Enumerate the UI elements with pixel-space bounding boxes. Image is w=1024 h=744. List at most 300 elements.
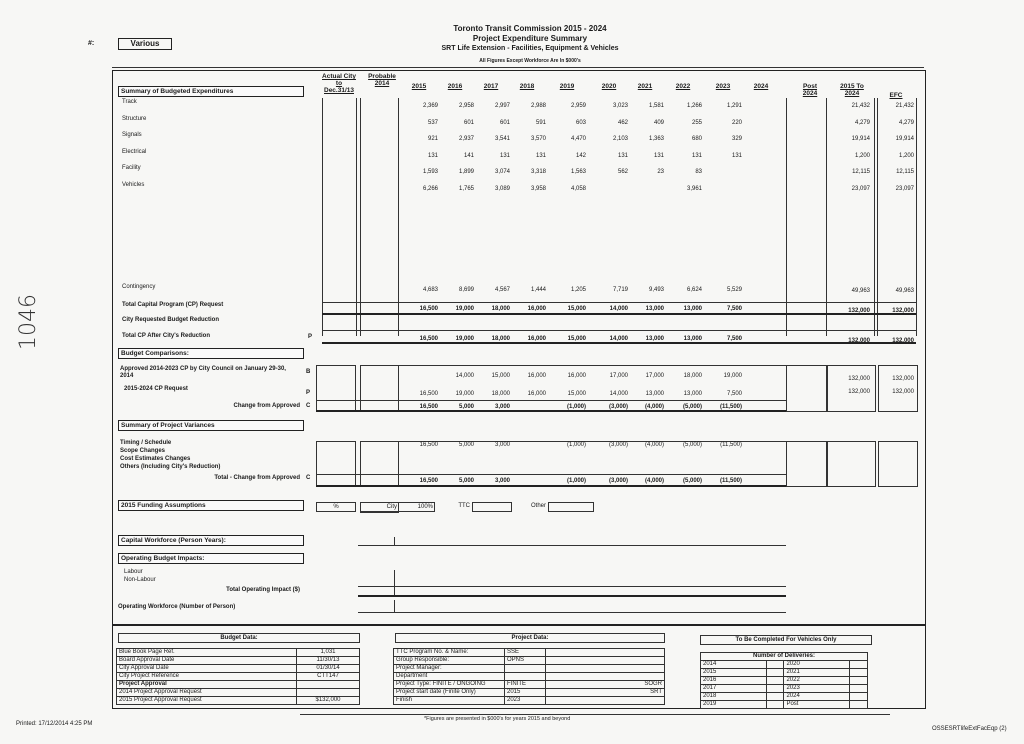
budget-data-label: City Project Reference bbox=[117, 673, 297, 681]
divider bbox=[356, 98, 357, 336]
cell-total-after-2022: 13,000 bbox=[683, 336, 702, 342]
project-data-value: FINITE bbox=[505, 681, 546, 689]
cell-cp-request-2022: 13,000 bbox=[683, 391, 702, 397]
col-post-2024: Post 2024 bbox=[802, 83, 818, 97]
budget-data-row bbox=[117, 681, 360, 689]
cell-cp-request-2019: 15,000 bbox=[567, 391, 586, 397]
divider bbox=[322, 302, 916, 303]
project-data-label: Project start date (Finite Only) bbox=[394, 689, 505, 697]
delivery-count[interactable] bbox=[850, 685, 868, 693]
cell-approved-2023: 19,000 bbox=[723, 373, 742, 379]
cell-facility-2016: 1,899 bbox=[458, 169, 474, 175]
cell-cp-request-2020: 14,000 bbox=[609, 391, 628, 397]
cell-track-2017: 2,997 bbox=[494, 103, 510, 109]
delivery-year: 2021 bbox=[784, 669, 850, 677]
cell-electrical-total: 1,200 bbox=[854, 152, 870, 159]
divider bbox=[316, 410, 786, 412]
cell-signals-2020: 2,103 bbox=[612, 136, 628, 142]
project-data-row bbox=[394, 697, 665, 705]
summary-section-label: Summary of Budgeted Expenditures bbox=[118, 86, 304, 97]
delivery-count[interactable] bbox=[766, 693, 784, 701]
divider bbox=[877, 98, 878, 336]
cell-total-cp-2021: 13,000 bbox=[645, 306, 664, 312]
col-year-2015: 2015 bbox=[411, 83, 427, 90]
divider bbox=[786, 98, 787, 336]
cell-timing-2019: (1,000) bbox=[566, 442, 586, 448]
project-data-value bbox=[505, 673, 546, 681]
project-data-row bbox=[394, 673, 665, 681]
cell-total-after-2023: 7,500 bbox=[726, 336, 742, 342]
delivery-count[interactable] bbox=[850, 701, 868, 709]
delivery-year: 2018 bbox=[701, 693, 767, 701]
delivery-year: 2022 bbox=[784, 677, 850, 685]
cell-contingency-2016: 8,699 bbox=[458, 287, 474, 293]
cell-contingency-2023: 5,529 bbox=[726, 287, 742, 293]
variance-box-efc bbox=[878, 441, 918, 487]
divider bbox=[316, 400, 786, 401]
cell-signals-total: 19,914 bbox=[851, 136, 870, 142]
cell-electrical-2018: 131 bbox=[535, 152, 546, 159]
divider bbox=[394, 537, 395, 545]
divider bbox=[358, 612, 786, 613]
delivery-year: 2017 bbox=[701, 685, 767, 693]
cell-facility-2021: 23 bbox=[657, 169, 664, 175]
cell-structure-2019: 603 bbox=[575, 119, 586, 126]
divider bbox=[316, 474, 786, 475]
delivery-year: 2020 bbox=[784, 661, 850, 669]
row-label-approved: Approved 2014-2023 CP by City Council on January 29-30, 2014 bbox=[120, 366, 286, 379]
cell-contingency-2017: 4,567 bbox=[494, 287, 510, 293]
cell-structure-2022: 255 bbox=[691, 119, 702, 126]
row-marker-c: C bbox=[306, 475, 311, 481]
row-label-facility: Facility bbox=[122, 165, 141, 171]
document-title: Toronto Transit Commission 2015 - 2024 bbox=[453, 24, 607, 33]
project-data-extra bbox=[546, 697, 665, 705]
funding-other-label: Other bbox=[530, 503, 546, 509]
col-year-2018: 2018 bbox=[519, 83, 535, 90]
divider bbox=[358, 586, 786, 587]
col-year-2020: 2020 bbox=[601, 83, 617, 90]
header-rule bbox=[112, 67, 924, 68]
cell-cp-request-2017: 18,000 bbox=[491, 391, 510, 397]
cell-change-2022: (5,000) bbox=[682, 404, 702, 410]
cell-total-after-2020: 14,000 bbox=[609, 336, 628, 342]
col-actual: Actual City to Dec.31/13 bbox=[322, 73, 356, 94]
cell-approved-2016: 14,000 bbox=[455, 373, 474, 379]
cell-approved-2017: 15,000 bbox=[491, 373, 510, 379]
cell-track-2022: 1,266 bbox=[686, 103, 702, 109]
delivery-count[interactable] bbox=[850, 677, 868, 685]
cell-structure-2020: 462 bbox=[617, 119, 628, 126]
project-data-value: 2015 bbox=[505, 689, 546, 697]
budget-data-value: 11/30/13 bbox=[297, 657, 360, 665]
budget-data-value bbox=[297, 689, 360, 697]
cell-total-after-2021: 13,000 bbox=[645, 336, 664, 342]
cell-signals-2016: 2,937 bbox=[458, 136, 474, 142]
cell-vehicles-2019: 4,058 bbox=[570, 185, 586, 192]
row-marker-p: P bbox=[306, 390, 311, 396]
project-data-extra: SOGR bbox=[546, 681, 665, 689]
row-label-total-change: Total - Change from Approved bbox=[214, 475, 300, 481]
col-year-2016: 2016 bbox=[447, 83, 463, 90]
delivery-year: 2016 bbox=[701, 677, 767, 685]
delivery-count[interactable] bbox=[766, 701, 784, 709]
cell-vehicles-2017: 3,089 bbox=[494, 185, 510, 192]
budget-data-label: Project Approval bbox=[117, 681, 297, 689]
cell-total-change-2015: 16,500 bbox=[419, 478, 438, 484]
cell-track-efc: 21,432 bbox=[895, 103, 914, 109]
cell-facility-2018: 3,318 bbox=[530, 169, 546, 175]
cell-track-total: 21,432 bbox=[851, 103, 870, 109]
cell-change-2023: (11,500) bbox=[719, 404, 742, 410]
divider bbox=[358, 595, 786, 597]
cell-change-2016: 5,000 bbox=[458, 404, 474, 410]
cell-cp-request-efc: 132,000 bbox=[892, 389, 914, 395]
cell-timing-2017: 3,000 bbox=[494, 442, 510, 448]
variance-item: Others (Including City's Reduction) bbox=[120, 464, 221, 470]
cell-total-cp-2018: 16,000 bbox=[527, 306, 546, 312]
delivery-count[interactable] bbox=[766, 661, 784, 669]
project-data-title: Project Data: bbox=[395, 633, 665, 643]
budget-data-row bbox=[117, 673, 360, 681]
cell-timing-2020: (3,000) bbox=[608, 442, 628, 448]
divider bbox=[316, 485, 786, 487]
funding-other-value[interactable] bbox=[548, 502, 594, 512]
cell-total-cp-2015: 16,500 bbox=[419, 306, 438, 312]
delivery-count[interactable] bbox=[850, 661, 868, 669]
row-marker-p: P bbox=[308, 334, 313, 340]
cell-signals-2017: 3,541 bbox=[494, 136, 510, 142]
cell-total-after-efc: 132,000 bbox=[892, 338, 914, 344]
cell-track-2016: 2,958 bbox=[458, 103, 474, 109]
divider bbox=[398, 441, 399, 486]
divider bbox=[874, 98, 875, 336]
delivery-year: 2019 bbox=[701, 701, 767, 709]
labour-label: Labour bbox=[124, 569, 143, 575]
project-data-label: TTC Program No. & Name: bbox=[394, 649, 505, 657]
budget-data-label: 2015 Project Approval Request bbox=[117, 697, 297, 705]
col-year-2019: 2019 bbox=[559, 83, 575, 90]
project-data-row bbox=[394, 649, 665, 657]
deliveries-row bbox=[701, 693, 868, 701]
cell-total-cp-2023: 7,500 bbox=[726, 306, 742, 312]
cell-track-2023: 1,291 bbox=[726, 103, 742, 109]
cell-timing-2021: (4,000) bbox=[644, 442, 664, 448]
row-marker-c: C bbox=[306, 403, 311, 409]
cell-signals-2018: 3,570 bbox=[530, 136, 546, 142]
units-note: All Figures Except Workforce Are In $000's bbox=[479, 58, 581, 64]
cell-total-after-2019: 15,000 bbox=[567, 336, 586, 342]
cell-signals-2015: 921 bbox=[427, 136, 438, 142]
project-data-extra bbox=[546, 649, 665, 657]
divider bbox=[322, 313, 916, 315]
variance-box-total bbox=[826, 441, 876, 487]
cell-track-2021: 1,581 bbox=[648, 103, 664, 109]
cell-total-cp-2022: 13,000 bbox=[683, 306, 702, 312]
cell-total-after-2018: 16,000 bbox=[527, 336, 546, 342]
vehicles-title: To Be Completed For Vehicles Only bbox=[700, 635, 872, 645]
cell-signals-2019: 4,470 bbox=[570, 136, 586, 142]
budget-comparisons-label: Budget Comparisons: bbox=[118, 348, 304, 359]
project-data-label: Project Type: FINITE / ONGOING bbox=[394, 681, 505, 689]
cell-vehicles-efc: 23,097 bbox=[895, 185, 914, 192]
variance-box-actual bbox=[316, 441, 356, 487]
cell-electrical-2020: 131 bbox=[617, 152, 628, 159]
cell-vehicles-2016: 1,765 bbox=[458, 185, 474, 192]
divider bbox=[322, 342, 916, 344]
cell-total-cp-2016: 19,000 bbox=[455, 306, 474, 312]
cell-facility-2022: 83 bbox=[695, 169, 702, 175]
cell-contingency-2020: 7,719 bbox=[612, 287, 628, 293]
cell-electrical-2021: 131 bbox=[653, 152, 664, 159]
funding-pct-box: % bbox=[316, 502, 356, 512]
deliveries-row bbox=[701, 669, 868, 677]
project-data-row bbox=[394, 681, 665, 689]
project-name: SRT Life Extension - Facilities, Equipment & Vehicles bbox=[441, 45, 619, 52]
budget-data-title: Budget Data: bbox=[118, 633, 360, 643]
variance-item: Scope Changes bbox=[120, 448, 166, 454]
operating-workforce-label: Operating Workforce (Number of Person) bbox=[118, 604, 236, 610]
hash-value-field: Various bbox=[118, 38, 172, 50]
deliveries-row bbox=[701, 677, 868, 685]
row-label-change: Change from Approved bbox=[233, 403, 300, 409]
cell-facility-2020: 562 bbox=[617, 169, 628, 175]
cell-approved-2018: 16,000 bbox=[527, 373, 546, 379]
cell-change-2017: 3,000 bbox=[494, 404, 510, 410]
cell-change-2021: (4,000) bbox=[644, 404, 664, 410]
project-data-label: Finish bbox=[394, 697, 505, 705]
cell-total-after-total: 132,000 bbox=[848, 338, 870, 344]
delivery-count[interactable] bbox=[766, 685, 784, 693]
deliveries-table bbox=[700, 652, 868, 709]
cell-signals-2021: 1,363 bbox=[648, 136, 664, 142]
project-data-row bbox=[394, 689, 665, 697]
cell-total-change-2020: (3,000) bbox=[608, 478, 628, 484]
cell-contingency-2019: 1,205 bbox=[570, 287, 586, 293]
project-data-value: 2023 bbox=[505, 697, 546, 705]
footnote: *Figures are presented in $000's for years 2015 and beyond bbox=[424, 716, 571, 722]
cell-facility-efc: 12,115 bbox=[896, 169, 914, 175]
row-label-total-cp: Total Capital Program (CP) Request bbox=[122, 302, 224, 308]
project-data-extra bbox=[546, 657, 665, 665]
project-data-value: OPNS bbox=[505, 657, 546, 665]
col-year-2021: 2021 bbox=[637, 83, 653, 90]
cell-timing-2022: (5,000) bbox=[682, 442, 702, 448]
col-probable: Probable 2014 bbox=[368, 73, 396, 87]
cell-electrical-2019: 142 bbox=[575, 152, 586, 159]
divider bbox=[916, 98, 917, 336]
cell-total-cp-total: 132,000 bbox=[848, 308, 870, 314]
cell-total-cp-2019: 15,000 bbox=[567, 306, 586, 312]
total-operating-label: Total Operating Impact ($) bbox=[226, 587, 300, 593]
cell-facility-2015: 1,593 bbox=[422, 169, 438, 175]
delivery-year: 2015 bbox=[701, 669, 767, 677]
cell-change-2019: (1,000) bbox=[566, 404, 586, 410]
cell-structure-2018: 591 bbox=[535, 119, 546, 126]
project-data-label: Group Responsible: bbox=[394, 657, 505, 665]
delivery-count[interactable] bbox=[766, 677, 784, 685]
divider bbox=[826, 98, 827, 336]
cell-signals-efc: 19,914 bbox=[895, 136, 914, 142]
cell-total-cp-efc: 132,000 bbox=[892, 308, 914, 314]
row-label-signals: Signals bbox=[122, 132, 142, 138]
cell-total-change-2019: (1,000) bbox=[566, 478, 586, 484]
cell-vehicles-total: 23,097 bbox=[851, 185, 870, 192]
deliveries-row bbox=[701, 661, 868, 669]
cell-electrical-2023: 131 bbox=[731, 152, 742, 159]
cell-timing-2016: 5,000 bbox=[458, 442, 474, 448]
cell-total-cp-2017: 18,000 bbox=[491, 306, 510, 312]
cell-signals-2023: 329 bbox=[731, 136, 742, 142]
delivery-count[interactable] bbox=[850, 693, 868, 701]
delivery-year: 2023 bbox=[784, 685, 850, 693]
funding-city-label: City bbox=[360, 502, 399, 513]
cell-structure-2023: 220 bbox=[731, 119, 742, 126]
cell-approved-efc: 132,000 bbox=[892, 376, 914, 382]
cell-cp-request-2023: 7,500 bbox=[726, 391, 742, 397]
divider bbox=[394, 600, 395, 612]
deliveries-row bbox=[701, 685, 868, 693]
document-subtitle: Project Expenditure Summary bbox=[472, 34, 588, 43]
col-year-2017: 2017 bbox=[483, 83, 499, 90]
project-data-label: Project Manager: bbox=[394, 665, 505, 673]
cell-structure-2017: 601 bbox=[499, 119, 510, 126]
divider bbox=[360, 98, 361, 336]
delivery-year: Post bbox=[784, 701, 850, 709]
operating-impacts-label: Operating Budget Impacts: bbox=[118, 553, 304, 564]
comparison-box-actual bbox=[316, 365, 356, 412]
delivery-count[interactable] bbox=[766, 669, 784, 677]
divider bbox=[398, 98, 399, 336]
delivery-count[interactable] bbox=[850, 669, 868, 677]
cell-cp-request-total: 132,000 bbox=[848, 389, 870, 395]
deliveries-title: Number of Deliveries: bbox=[701, 653, 868, 661]
non-labour-label: Non-Labour bbox=[124, 577, 156, 583]
cell-approved-2021: 17,000 bbox=[645, 373, 664, 379]
budget-data-value: CTT147 bbox=[297, 673, 360, 681]
row-label-electrical: Electrical bbox=[122, 148, 147, 155]
variance-box-post bbox=[786, 441, 828, 487]
budget-data-label: 2014 Project Approval Request bbox=[117, 689, 297, 697]
cell-facility-2019: 1,563 bbox=[570, 169, 586, 175]
project-data-label: Department bbox=[394, 673, 505, 681]
cell-approved-2019: 16,000 bbox=[567, 373, 586, 379]
cell-structure-2016: 601 bbox=[463, 119, 474, 126]
budget-data-value bbox=[297, 681, 360, 689]
budget-data-row bbox=[117, 697, 360, 705]
cell-cp-request-2016: 19,000 bbox=[455, 391, 474, 397]
cell-structure-efc: 4,279 bbox=[898, 119, 914, 126]
cell-facility-total: 12,115 bbox=[852, 169, 870, 175]
hash-label: #: bbox=[88, 40, 95, 47]
project-data-row bbox=[394, 657, 665, 665]
cell-track-2019: 2,959 bbox=[570, 103, 586, 109]
project-data-extra: SRT bbox=[546, 689, 665, 697]
comparison-box-post bbox=[786, 365, 828, 412]
row-label-track: Track bbox=[122, 99, 137, 105]
variance-item: Timing / Schedule bbox=[120, 440, 172, 446]
project-variances-label: Summary of Project Variances bbox=[118, 420, 304, 431]
cell-approved-2022: 18,000 bbox=[683, 373, 702, 379]
budget-data-label: Blue Book Page Ref. bbox=[117, 649, 297, 657]
row-label-city-reduction: City Requested Budget Reduction bbox=[122, 317, 220, 323]
row-label-vehicles: Vehicles bbox=[122, 181, 145, 188]
project-data-extra bbox=[546, 673, 665, 681]
funding-assumptions-label: 2015 Funding Assumptions bbox=[118, 500, 304, 511]
budget-data-value: $132,000 bbox=[297, 697, 360, 705]
divider bbox=[398, 365, 399, 411]
file-name: OSSESRTlifeExtFacEqp (2) bbox=[932, 726, 1007, 732]
cell-facility-2017: 3,074 bbox=[494, 169, 510, 175]
cell-total-after-2017: 18,000 bbox=[491, 336, 510, 342]
budget-data-row bbox=[117, 665, 360, 673]
delivery-year: 2024 bbox=[784, 693, 850, 701]
capital-workforce-label: Capital Workforce (Person Years): bbox=[118, 535, 304, 546]
cell-track-2020: 3,023 bbox=[612, 103, 628, 109]
cell-change-2015: 16,500 bbox=[419, 404, 438, 410]
delivery-year: 2014 bbox=[701, 661, 767, 669]
budget-data-value: 01/30/14 bbox=[297, 665, 360, 673]
col-2015-to-2024: 2015 To 2024 bbox=[840, 83, 864, 97]
funding-ttc-label: TTC bbox=[458, 503, 470, 509]
row-label-cp-request: 2015-2024 CP Request bbox=[124, 386, 188, 392]
cell-change-2020: (3,000) bbox=[608, 404, 628, 410]
budget-data-row bbox=[117, 657, 360, 665]
cell-total-change-2016: 5,000 bbox=[458, 478, 474, 484]
funding-city-value[interactable]: 100% bbox=[398, 502, 435, 512]
cell-total-after-2016: 19,000 bbox=[455, 336, 474, 342]
cell-electrical-efc: 1,200 bbox=[898, 152, 914, 159]
project-data-table bbox=[393, 648, 665, 705]
cell-vehicles-2022: 3,961 bbox=[686, 185, 702, 192]
project-data-value bbox=[505, 665, 546, 673]
cell-total-change-2023: (11,500) bbox=[719, 478, 742, 484]
cell-total-change-2021: (4,000) bbox=[644, 478, 664, 484]
variance-item: Cost Estimates Changes bbox=[120, 456, 191, 462]
budget-data-row bbox=[117, 649, 360, 657]
cell-structure-total: 4,279 bbox=[854, 119, 870, 126]
cell-contingency-2021: 9,493 bbox=[648, 287, 664, 293]
project-data-extra bbox=[546, 665, 665, 673]
col-efc: EFC bbox=[889, 92, 903, 99]
cell-total-after-2015: 16,500 bbox=[419, 336, 438, 342]
cell-contingency-efc: 49,963 bbox=[895, 288, 914, 294]
cell-approved-total: 132,000 bbox=[848, 376, 870, 382]
divider bbox=[358, 545, 786, 546]
cell-contingency-2015: 4,683 bbox=[422, 287, 438, 293]
funding-ttc-value[interactable] bbox=[472, 502, 512, 512]
project-data-row bbox=[394, 665, 665, 673]
cell-cp-request-2021: 13,000 bbox=[645, 391, 664, 397]
divider bbox=[322, 330, 916, 331]
row-label-total-after: Total CP After City's Reduction bbox=[122, 333, 210, 339]
cell-timing-2023: (11,500) bbox=[720, 442, 742, 448]
budget-data-row bbox=[117, 689, 360, 697]
cell-electrical-2015: 131 bbox=[427, 152, 438, 159]
cell-track-2015: 2,369 bbox=[422, 103, 438, 109]
cell-cp-request-2018: 16,000 bbox=[527, 391, 546, 397]
cell-total-change-2022: (5,000) bbox=[682, 478, 702, 484]
cell-contingency-total: 49,963 bbox=[851, 288, 870, 294]
cell-approved-2020: 17,000 bbox=[609, 373, 628, 379]
cell-electrical-2017: 131 bbox=[499, 152, 510, 159]
cell-contingency-2022: 6,624 bbox=[686, 287, 702, 293]
col-year-2023: 2023 bbox=[715, 83, 731, 90]
cell-total-cp-2020: 14,000 bbox=[609, 306, 628, 312]
project-data-value: SSE bbox=[505, 649, 546, 657]
printed-timestamp: Printed: 17/12/2014 4:25 PM bbox=[16, 721, 93, 727]
cell-vehicles-2018: 3,958 bbox=[530, 185, 546, 192]
